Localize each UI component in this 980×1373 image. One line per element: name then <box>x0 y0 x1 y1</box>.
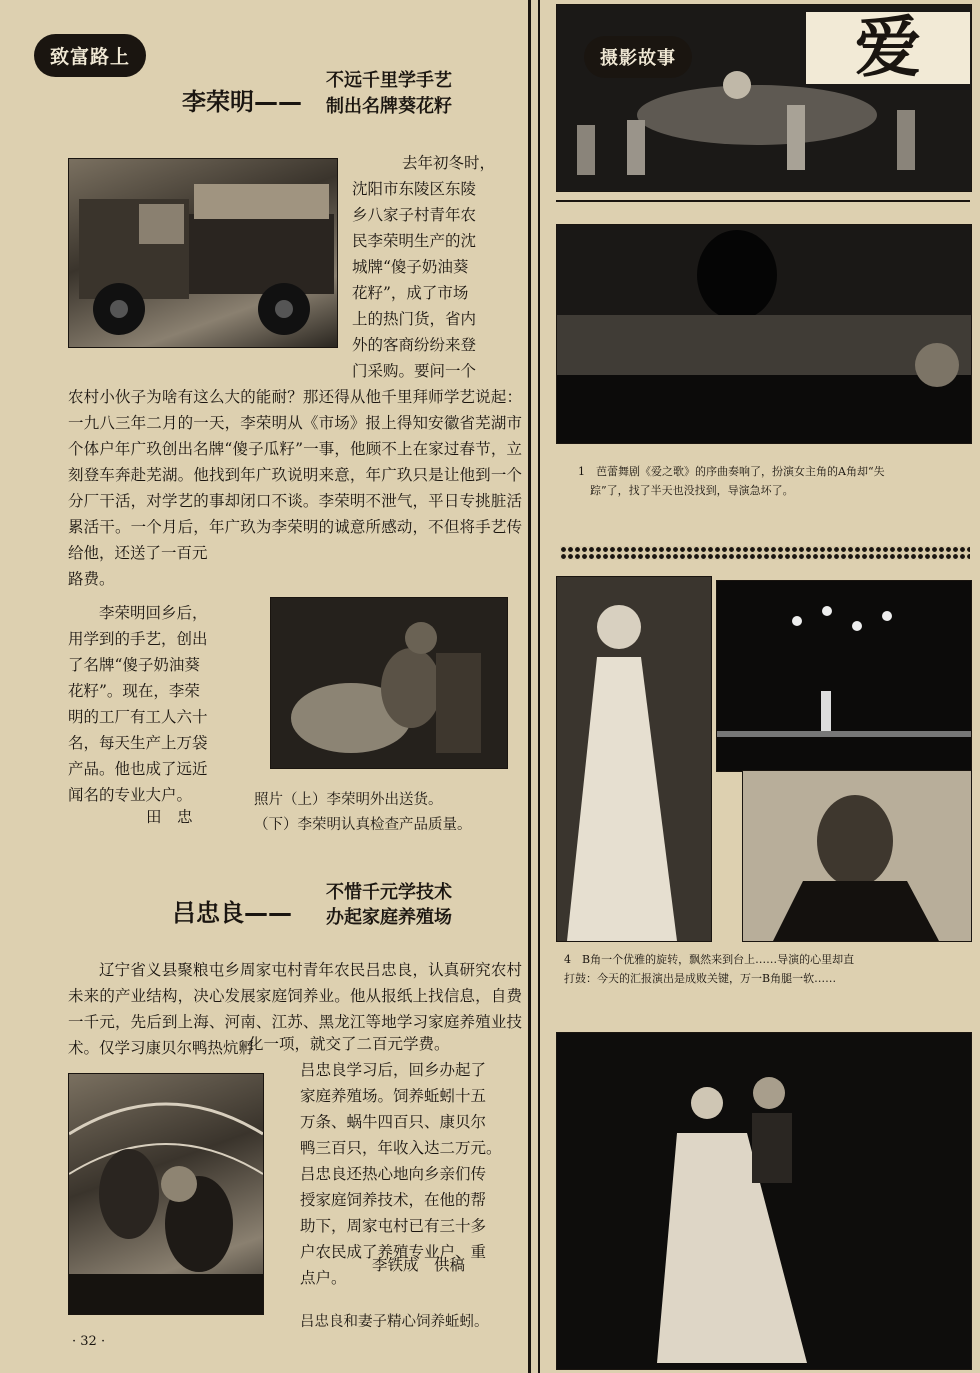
column-divider-inner <box>538 0 540 1373</box>
stage-lights-illustration <box>717 581 971 771</box>
article1-caption-2: （下）李荣明认真检查产品质量。 <box>254 817 472 833</box>
a2-line-1: 家庭养殖场。饲养蚯蚓十五 <box>300 1087 487 1105</box>
intro-line-6: 上的热门货，省内 <box>352 310 477 328</box>
a2-line-3: 鸭三百只，年收入达二万元。 <box>300 1139 502 1157</box>
article2-caption: 吕忠良和妻子精心饲养蚯蚓。 <box>300 1314 489 1330</box>
a2-line-8: 点户。 <box>300 1269 347 1287</box>
truck-illustration <box>69 159 337 347</box>
article1-name: 李荣明—— <box>182 88 302 116</box>
intro-line-5: 花籽”，成了市场 <box>352 284 469 302</box>
duet-illustration <box>557 1033 971 1369</box>
ballerina-photo <box>556 576 712 942</box>
para2-line-7: 闻名的专业大户。 <box>68 786 193 804</box>
intro-line-0: 去年初冬时， <box>402 154 496 172</box>
photo4-caption <box>564 950 970 988</box>
article2-name: 吕忠良—— <box>172 899 292 927</box>
intro-line-2: 乡八家子村青年农 <box>352 206 477 224</box>
para2-line-0: 李荣明回乡后， <box>99 604 208 622</box>
inspection-photo <box>270 597 508 769</box>
inspection-illustration <box>271 598 507 768</box>
article2-subtitle-2: 办起家庭养殖场 <box>326 907 452 928</box>
article1-author: 田 忠 <box>146 808 193 826</box>
section-badge-left: 致富路上 <box>34 34 146 77</box>
article1-para2 <box>68 600 268 808</box>
intro-line-7: 外的客商纷纷来登 <box>352 336 477 354</box>
photo4-caption-line-2: 打鼓：今天的汇报演出是成败关键，万一B角腿一软…… <box>564 972 837 985</box>
director-illustration <box>743 771 971 941</box>
earthworm-illustration <box>69 1074 263 1314</box>
director-photo <box>742 770 972 942</box>
article1-body-tail: 路费。 <box>68 570 115 588</box>
article2-body-tail: 化一项，就交了二百元学费。 <box>248 1035 450 1053</box>
intro-line-8: 门采购。要问一个 <box>352 362 477 380</box>
photo4-caption-line-1: 4 B角一个优雅的旋转，飘然来到台上……导演的心里却直 <box>564 953 855 966</box>
duet-photo <box>556 1032 972 1370</box>
stage-lights-photo <box>716 580 972 772</box>
a2-line-2: 万条、蜗牛四百只、康贝尔 <box>300 1113 487 1131</box>
article2-author: 李铁成 供稿 <box>372 1256 466 1274</box>
article1-body: 农村小伙子为啥有这么大的能耐？那还得从他千里拜师学艺说起：一九八三年二月的一天，李荣明从《市场》报上得知安徽省芜湖市个体户年广玖创出名牌“傻子瓜籽”一事，他顾不上在家过春节，立刻登车奔赴芜湖。他找到年广玖说明来意，年广玖只是让他到一个分厂干活，对学艺的事却闭口不谈。李荣明不泄气，平日专挑脏活累活干。一个月后，年广玖为李荣明的诚意所感动，不但将手艺传给他，还送了一百元 <box>68 388 522 562</box>
a2-line-5: 授家庭饲养技术，在他的帮 <box>300 1191 487 1209</box>
para2-line-2: 了名牌“傻子奶油葵 <box>68 656 200 674</box>
column-divider <box>528 0 531 1373</box>
title-glyph: 爱 <box>855 9 921 86</box>
dotted-divider <box>560 546 970 560</box>
intro-line-4: 城牌“傻子奶油葵 <box>352 258 469 276</box>
earthworm-photo <box>68 1073 264 1315</box>
intro-line-3: 民李荣明生产的沈 <box>352 232 477 250</box>
page-number: · 32 · <box>72 1334 106 1349</box>
article1-intro <box>352 150 522 384</box>
article1-subtitle-1: 不远千里学手艺 <box>326 70 452 91</box>
a2-line-7: 户农民成了养殖专业户、重 <box>300 1243 487 1261</box>
photo1-caption-line-1: 1 芭蕾舞剧《爱之歌》的序曲奏响了，扮演女主角的A角却“失 <box>578 465 885 478</box>
a2-line-0: 吕忠良学习后，回乡办起了 <box>300 1061 487 1079</box>
article1-caption-1: 照片（上）李荣明外出送货。 <box>254 792 443 808</box>
orchestra-photo <box>556 224 972 444</box>
title-glyph-box <box>806 9 970 86</box>
a2-line-4: 吕忠良还热心地向乡亲们传 <box>300 1165 487 1183</box>
photo1-caption <box>578 462 970 500</box>
para2-line-4: 明的工厂有工人六十 <box>68 708 208 726</box>
para2-line-1: 用学到的手艺，创出 <box>68 630 208 648</box>
para2-line-6: 产品。他也成了远近 <box>68 760 208 778</box>
orchestra-illustration <box>557 225 971 443</box>
intro-line-1: 沈阳市东陵区东陵 <box>352 180 477 198</box>
truck-photo <box>68 158 338 348</box>
article2-subtitle-1: 不惜千元学技术 <box>326 882 452 903</box>
article2-body: 辽宁省义县聚粮屯乡周家屯村青年农民吕忠良，认真研究农村未来的产业结构，决心发展家庭饲养业。他从报纸上找信息，自费一千元，先后到上海、河南、江苏、黑龙江等地学习家庭养殖业技术。仅学习康贝尔鸭热炕孵 <box>68 961 522 1057</box>
para2-line-3: 花籽”。现在，李荣 <box>68 682 200 700</box>
photo1-caption-line-2: 踪”了，找了半天也没找到，导演急坏了。 <box>590 484 794 497</box>
right-rule-top <box>556 200 970 202</box>
section-badge-right: 摄影故事 <box>584 36 692 78</box>
article1-subtitle-2: 制出名牌葵花籽 <box>326 96 452 117</box>
ballerina-illustration <box>557 577 711 941</box>
a2-line-6: 助下，周家屯村已有三十多 <box>300 1217 487 1235</box>
para2-line-5: 名，每天生产上万袋 <box>68 734 208 752</box>
